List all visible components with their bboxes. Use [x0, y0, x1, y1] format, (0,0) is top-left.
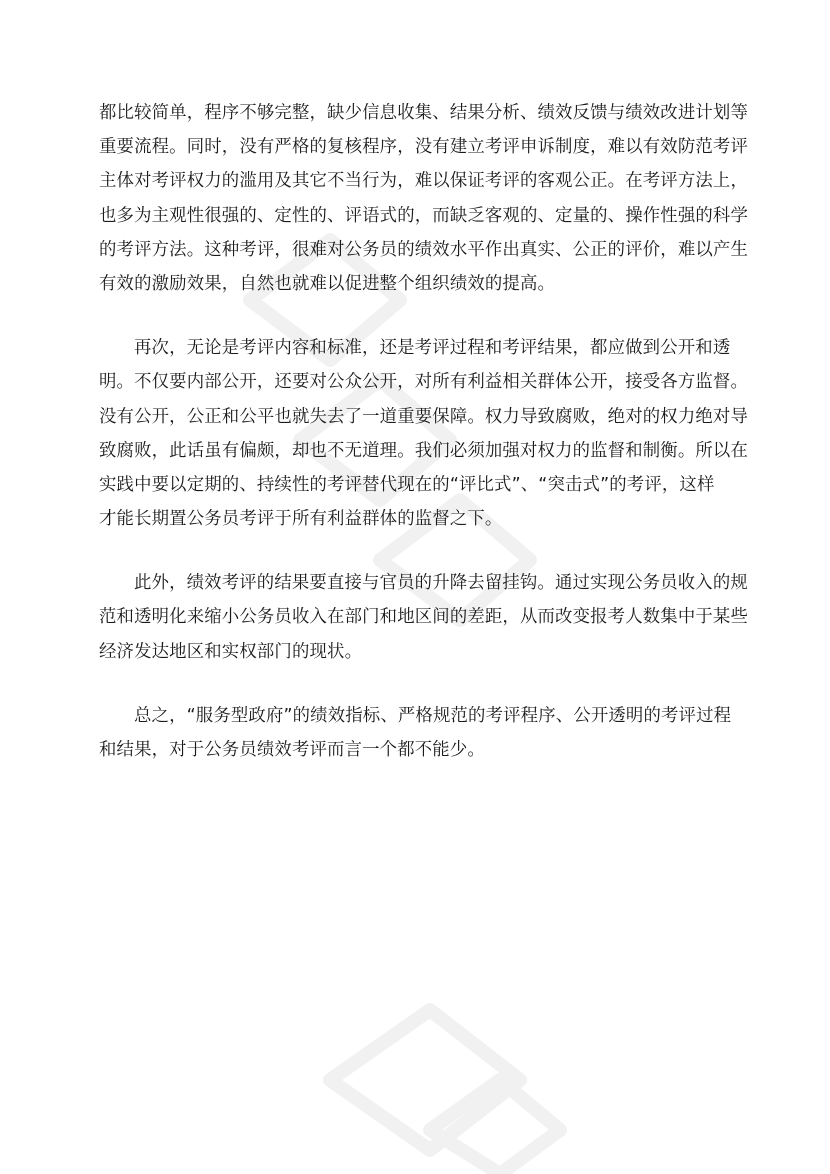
- paragraph-line: 主体对考评权力的滥用及其它不当行为，难以保证考评的客观公正。在考评方法上，: [99, 171, 749, 192]
- paragraph-line: 的考评方法。这种考评，很难对公务员的绩效水平作出真实、公正的评价，难以产生: [99, 239, 749, 260]
- paragraph-line: 也多为主观性很强的、定性的、评语式的，而缺乏客观的、定量的、操作性强的科学: [99, 205, 749, 226]
- paragraph-line: 没有公开，公正和公平也就失去了一道重要保障。权力导致腐败，绝对的权力绝对导: [99, 406, 749, 427]
- paragraph-line: 范和透明化来缩小公务员收入在部门和地区间的差距，从而改变报考人数集中于某些: [99, 607, 749, 628]
- paragraph-4: [99, 699, 737, 767]
- paragraph-line: 都比较简单，程序不够完整，缺少信息收集、结果分析、绩效反馈与绩效改进计划等: [99, 103, 749, 123]
- paragraph-line: 致腐败，此话虽有偏颇，却也不无道理。我们必须加强对权力的监督和制衡。所以在: [99, 440, 749, 461]
- paragraph-line: 重要流程。同时，没有严格的复核程序，没有建立考评申诉制度，难以有效防范考评: [99, 137, 749, 158]
- paragraph-line: 有效的激励效果，自然也就难以促进整个组织绩效的提高。: [99, 273, 556, 294]
- paragraph-3: [99, 566, 749, 669]
- paragraph-1: [99, 96, 749, 301]
- paragraph-line: 经济发达地区和实权部门的现状。: [99, 641, 363, 662]
- paragraph-line: 再次，无论是考评内容和标准，还是考评过程和考评结果，都应做到公开和透: [134, 338, 731, 359]
- paragraph-line: 总之，“服务型政府”的绩效指标、严格规范的考评程序、公开透明的考评过程: [134, 705, 732, 726]
- paragraph-line: 明。不仅要内部公开，还要对公众公开，对所有利益相关群体公开，接受各方监督。: [99, 372, 749, 393]
- document-body: [99, 96, 749, 797]
- paragraph-line: 才能长期置公务员考评于所有利益群体的监督之下。: [99, 509, 503, 530]
- paragraph-line: 此外，绩效考评的结果要直接与官员的升降去留挂钩。通过实现公务员收入的规: [134, 573, 748, 594]
- paragraph-2: [99, 331, 749, 536]
- paragraph-line: 和结果，对于公务员绩效考评而言一个都不能少。: [99, 740, 485, 760]
- paragraph-line: 实践中要以定期的、持续性的考评替代现在的“评比式”、“突击式”的考评，这样: [99, 474, 715, 495]
